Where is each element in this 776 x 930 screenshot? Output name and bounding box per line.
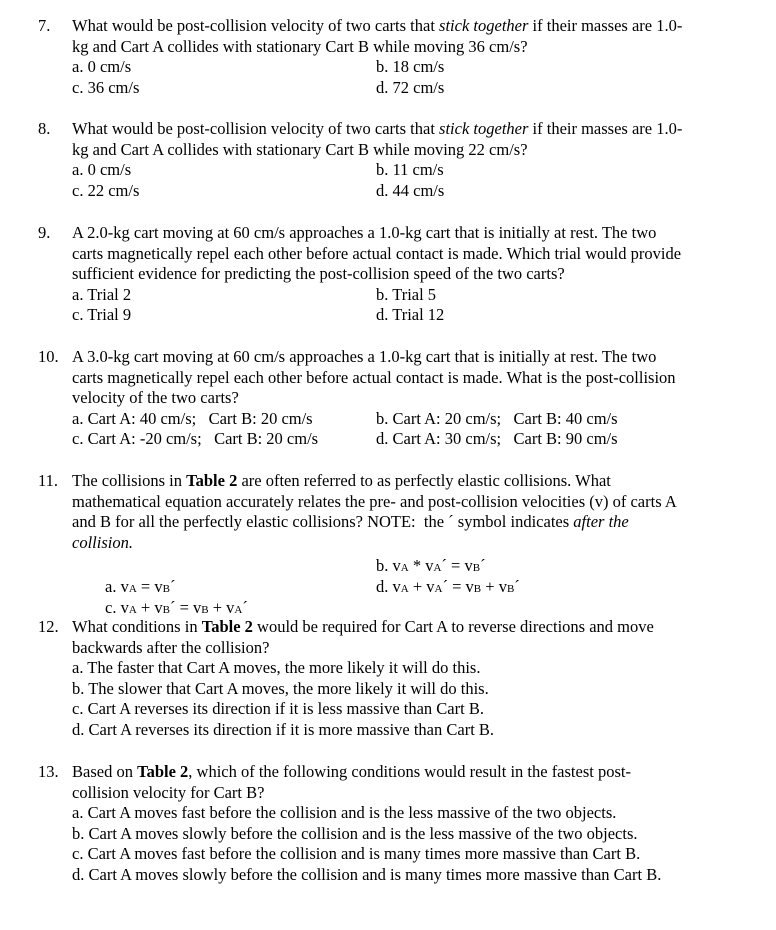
question-text-line: What conditions in Table 2 would be required for Cart A to reverse directions and move bbox=[72, 617, 654, 636]
question-number: 10. bbox=[38, 347, 59, 366]
option-d[interactable]: d. Trial 12 bbox=[376, 305, 445, 325]
option-c[interactable]: c. vA + vB´ = vB + vA´ bbox=[105, 597, 248, 617]
question-text-line: The collisions in Table 2 are often referred to as perfectly elastic collisions. What bbox=[72, 471, 611, 490]
question-text-line: A 3.0-kg cart moving at 60 cm/s approaches a 1.0-kg cart that is initially at rest. The two bbox=[72, 347, 657, 366]
question-number: 8. bbox=[38, 119, 51, 138]
option-b[interactable]: b. Cart A moves slowly before the collision and is the less massive of the two objects. bbox=[72, 823, 638, 843]
option-b[interactable]: b. The slower that Cart A moves, the more likely it will do this. bbox=[72, 678, 489, 698]
option-b[interactable]: b. 11 cm/s bbox=[376, 160, 444, 180]
option-row bbox=[72, 429, 748, 450]
question-text-line: A 2.0-kg cart moving at 60 cm/s approaches a 1.0-kg cart that is initially at rest. The two bbox=[72, 223, 657, 242]
question-text-line: carts magnetically repel each other before actual contact is made. What is the post-collision bbox=[72, 367, 676, 387]
option-a[interactable]: a. Trial 2 bbox=[72, 284, 132, 304]
option-row bbox=[72, 305, 748, 326]
question-number: 13. bbox=[38, 762, 59, 781]
question-body bbox=[72, 617, 748, 741]
option-c[interactable]: c. 22 cm/s bbox=[72, 180, 140, 200]
question-number: 12. bbox=[38, 617, 59, 636]
option-c[interactable]: c. Cart A: -20 cm/s; Cart B: 20 cm/s bbox=[72, 429, 319, 449]
question-text-line: backwards after the collision? bbox=[72, 637, 270, 657]
option-c[interactable]: c. 36 cm/s bbox=[72, 77, 140, 97]
question-text-line: kg and Cart A collides with stationary Cart B while moving 36 cm/s? bbox=[72, 36, 528, 56]
option-c[interactable]: c. Cart A moves fast before the collision and is many times more massive than Cart B. bbox=[72, 844, 641, 864]
option-row bbox=[72, 57, 748, 78]
option-b[interactable]: b. vA * vA´ = vB´ bbox=[376, 556, 486, 576]
question-text-line: Based on Table 2, which of the following conditions would result in the fastest post- bbox=[72, 762, 631, 781]
option-row bbox=[72, 78, 748, 99]
option-d[interactable]: d. Cart A reverses its direction if it is more massive than Cart B. bbox=[72, 719, 495, 739]
question-13 bbox=[38, 762, 748, 886]
option-row bbox=[72, 409, 748, 430]
option-row bbox=[72, 576, 748, 617]
question-text-line: What would be post-collision velocity of two carts that stick together if their masses are 1.0- bbox=[72, 16, 683, 35]
question-number: 9. bbox=[38, 223, 51, 242]
option-d[interactable]: d. 44 cm/s bbox=[376, 180, 445, 200]
option-a[interactable]: a. The faster that Cart A moves, the more likely it will do this. bbox=[72, 658, 481, 678]
question-12 bbox=[38, 617, 748, 741]
question-text-line: What would be post-collision velocity of two carts that stick together if their masses are 1.0- bbox=[72, 119, 683, 138]
question-text-line: collision velocity for Cart B? bbox=[72, 782, 265, 802]
question-text-line: carts magnetically repel each other before actual contact is made. Which trial would provide bbox=[72, 243, 682, 263]
option-b[interactable]: b. Trial 5 bbox=[376, 284, 437, 304]
question-text-line: kg and Cart A collides with stationary Cart B while moving 22 cm/s? bbox=[72, 139, 528, 159]
question-body bbox=[72, 347, 748, 450]
option-row bbox=[72, 181, 748, 202]
option-d[interactable]: d. vA + vA´ = vB + vB´ bbox=[376, 576, 520, 596]
option-b[interactable]: b. Cart A: 20 cm/s; Cart B: 40 cm/s bbox=[376, 408, 618, 428]
option-row bbox=[72, 160, 748, 181]
question-text-line: mathematical equation accurately relates the pre- and post-collision velocities (v) of carts A bbox=[72, 491, 677, 511]
option-a[interactable]: a. Cart A: 40 cm/s; Cart B: 20 cm/s bbox=[72, 408, 313, 428]
option-a[interactable]: a. 0 cm/s bbox=[72, 160, 132, 180]
question-11 bbox=[38, 471, 748, 617]
option-a[interactable]: a. Cart A moves fast before the collision and is the less massive of the two objects. bbox=[72, 803, 617, 823]
question-8 bbox=[38, 119, 748, 201]
option-a[interactable]: a. vA = vB´ bbox=[105, 576, 176, 596]
question-body bbox=[72, 471, 748, 617]
question-number: 7. bbox=[38, 16, 51, 35]
option-d[interactable]: d. Cart A: 30 cm/s; Cart B: 90 cm/s bbox=[376, 429, 618, 449]
question-body bbox=[72, 16, 748, 98]
option-row bbox=[72, 285, 748, 306]
question-7 bbox=[38, 16, 748, 98]
question-text-line: sufficient evidence for predicting the post-collision speed of the two carts? bbox=[72, 264, 565, 284]
question-9 bbox=[38, 223, 748, 326]
question-text-line: and B for all the perfectly elastic collisions? NOTE: the ´ symbol indicates after the bbox=[72, 512, 629, 532]
option-a[interactable]: a. 0 cm/s bbox=[72, 57, 132, 77]
option-c[interactable]: c. Trial 9 bbox=[72, 305, 132, 325]
option-d[interactable]: d. 72 cm/s bbox=[376, 77, 445, 97]
question-text-line: collision. bbox=[72, 532, 133, 552]
question-text-line: velocity of the two carts? bbox=[72, 388, 239, 408]
question-10 bbox=[38, 347, 748, 450]
question-body bbox=[72, 119, 748, 201]
question-number: 11. bbox=[38, 471, 59, 490]
question-body bbox=[72, 223, 748, 326]
question-body bbox=[72, 762, 748, 886]
option-d[interactable]: d. Cart A moves slowly before the collision and is many times more massive than Cart B. bbox=[72, 864, 662, 884]
option-b[interactable]: b. 18 cm/s bbox=[376, 57, 445, 77]
option-c[interactable]: c. Cart A reverses its direction if it is less massive than Cart B. bbox=[72, 699, 484, 719]
